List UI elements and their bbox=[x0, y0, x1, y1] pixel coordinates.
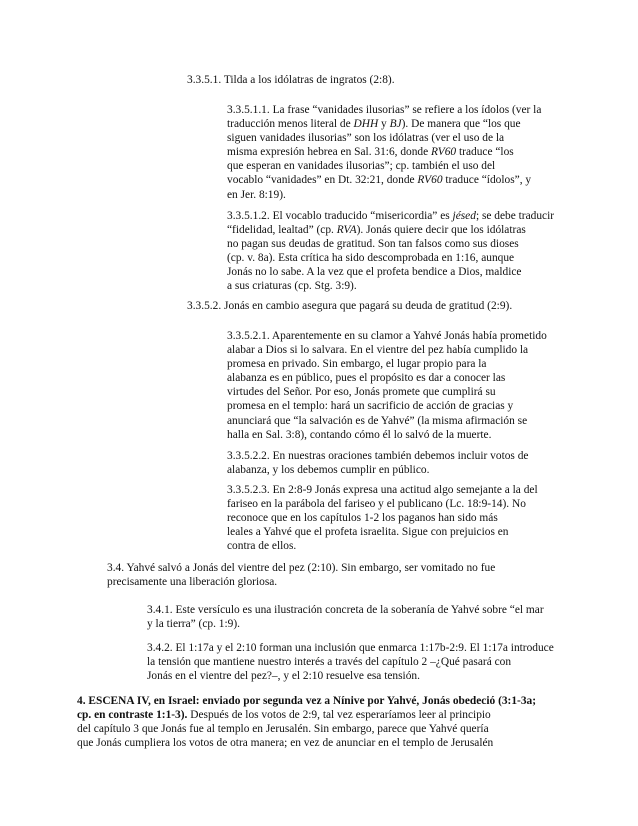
text-line: Jonás no lo sabe. A la vez que el profeta bendice a Dios, maldice bbox=[227, 266, 522, 279]
text-run: Después de los votos de 2:9, tal vez esperaríamos leer al principio bbox=[187, 709, 491, 722]
text-line: a sus criaturas (cp. Stg. 3:9). bbox=[227, 280, 357, 293]
outline-paragraph-3-4-1 bbox=[147, 603, 544, 631]
italic-abbreviation: RV60 bbox=[431, 146, 457, 159]
text-line: la tensión que mantiene nuestro interés a través del capítulo 2 –¿Qué pasará con bbox=[147, 656, 512, 669]
text-line: contra de ellos. bbox=[227, 540, 297, 553]
text-run: “fidelidad, lealtad” (cp. bbox=[227, 224, 337, 237]
text-line bbox=[227, 223, 554, 237]
text-line: 3.3.5.2.2. En nuestras oraciones también debemos incluir votos de bbox=[227, 450, 529, 462]
text-line: reconoce que en los capítulos 1-2 los paganos han sido más bbox=[227, 512, 498, 525]
outline-paragraph-3-3-5-2-2 bbox=[227, 449, 528, 477]
text-line: fariseo en la parábola del fariseo y el publicano (Lc. 18:9-14). No bbox=[227, 498, 526, 511]
outline-paragraph-3-4-2 bbox=[147, 641, 554, 683]
text-line: precisamente una liberación gloriosa. bbox=[107, 576, 278, 589]
italic-abbreviation: RV60 bbox=[417, 174, 443, 187]
outline-paragraph-3-3-5-1-1 bbox=[227, 103, 541, 202]
text-line: alabar a Dios si lo salvara. En el vientre del pez había cumplido la bbox=[227, 344, 529, 357]
text-line: que Jonás cumpliera los votos de otra manera; en vez de anunciar en el templo de Jerusalén bbox=[77, 737, 494, 750]
text-run: misma expresión hebrea en Sal. 31:6, donde bbox=[227, 146, 432, 159]
text-run: traducción menos literal de bbox=[227, 118, 354, 131]
text-line bbox=[227, 117, 541, 131]
text-run: ; se debe traducir bbox=[475, 210, 555, 222]
text-line: 3.3.5.1. Tilda a los idólatras de ingratos (2:8). bbox=[187, 74, 395, 86]
text-run: traduce “ídolos”, y bbox=[442, 174, 532, 187]
outline-paragraph-3-3-5-2-1 bbox=[227, 329, 547, 442]
text-line: virtudes del Señor. Por eso, Jonás promete que cumplirá su bbox=[227, 386, 496, 399]
text-line: 3.3.5.2.1. Aparentemente en su clamor a Yahvé Jonás había prometido bbox=[227, 330, 547, 342]
text-line: 3.3.5.2.3. En 2:8-9 Jonás expresa una actitud algo semejante a la del bbox=[227, 484, 538, 496]
text-line: del capítulo 3 que Jonás fue al templo en Jerusalén. Sin embargo, parece que Yahvé quería bbox=[77, 723, 489, 736]
outline-heading-3-3-5-2 bbox=[187, 299, 512, 313]
italic-abbreviation: DHH bbox=[353, 118, 379, 131]
text-run: vocablo “vanidades” en Dt. 32:21, donde bbox=[227, 174, 418, 187]
text-line: anunciará que “la salvación es de Yahvé” (la misma afirmación se bbox=[227, 414, 528, 427]
text-run: y bbox=[378, 118, 390, 131]
outline-paragraph-3-3-5-2-3 bbox=[227, 483, 538, 553]
text-line: Jonás en el vientre del pez?–, y el 2:10 resuelve esa tensión. bbox=[147, 670, 420, 683]
text-line: 3.3.5.2. Jonás en cambio asegura que pagará su deuda de gratitud (2:9). bbox=[187, 300, 513, 312]
text-line: leales a Yahvé que el profeta israelita. Sigue con prejuicios en bbox=[227, 526, 509, 539]
section-heading-line: 4. ESCENA IV, en Israel: enviado por segunda vez a Nínive por Yahvé, Jonás obedeció (3:1-3a; bbox=[77, 695, 537, 707]
text-line: 3.4.1. Este versículo es una ilustración concreta de la soberanía de Yahvé sobre “el mar bbox=[147, 604, 544, 616]
text-run: ). De manera que “los que bbox=[401, 118, 521, 131]
text-line: y la tierra” (cp. 1:9). bbox=[147, 618, 240, 631]
text-line: alabanza, y los debemos cumplir en público. bbox=[227, 464, 430, 477]
text-line: que esperan en vanidades ilusorias”; cp. también el uso del bbox=[227, 160, 496, 173]
outline-heading-3-3-5-1 bbox=[187, 73, 395, 87]
text-line: promesa en el templo: hará un sacrificio de acción de gracias y bbox=[227, 400, 514, 413]
text-line bbox=[227, 145, 541, 159]
text-line: 3.3.5.1.1. La frase “vanidades ilusorias” se refiere a los ídolos (ver la bbox=[227, 104, 542, 116]
text-line: promesa en privado. Sin embargo, el lugar propio para la bbox=[227, 358, 487, 371]
text-line: no pagan sus deudas de gratitud. Son tan falsos como sus dioses bbox=[227, 238, 519, 251]
italic-abbreviation: BJ bbox=[389, 118, 402, 131]
section-heading-end: cp. en contraste 1:1-3). bbox=[77, 709, 188, 722]
text-line bbox=[227, 209, 554, 223]
text-line: en Jer. 8:19). bbox=[227, 188, 286, 201]
section-4-escena-iv bbox=[77, 694, 536, 750]
italic-abbreviation: RVA bbox=[336, 224, 357, 237]
text-line: 3.4. Yahvé salvó a Jonás del vientre del pez (2:10). Sin embargo, ser vomitado no fue bbox=[107, 562, 496, 574]
text-line: halla en Sal. 3:8), contando cómo él lo salvó de la muerte. bbox=[227, 428, 492, 441]
text-line: alabanza es en público, pues el propósito es dar a conocer las bbox=[227, 372, 506, 385]
text-line: siguen vanidades ilusorias” son los idólatras (ver el uso de la bbox=[227, 132, 505, 145]
text-line bbox=[227, 173, 541, 187]
text-line bbox=[77, 708, 536, 722]
outline-paragraph-3-3-5-1-2 bbox=[227, 209, 554, 294]
text-run: ). Jonás quiere decir que los idólatras bbox=[356, 224, 526, 237]
outline-paragraph-3-4 bbox=[107, 561, 495, 589]
text-run: traduce “los bbox=[456, 146, 514, 159]
text-run: 3.3.5.1.2. El vocablo traducido “misericordia” es bbox=[227, 210, 453, 222]
text-line: (cp. v. 8a). Esta crítica ha sido descomprobada en 1:16, aunque bbox=[227, 252, 515, 265]
text-line: 3.4.2. El 1:17a y el 2:10 forman una inclusión que enmarca 1:17b-2:9. El 1:17a introduce bbox=[147, 642, 554, 654]
italic-term: jésed bbox=[452, 210, 476, 222]
